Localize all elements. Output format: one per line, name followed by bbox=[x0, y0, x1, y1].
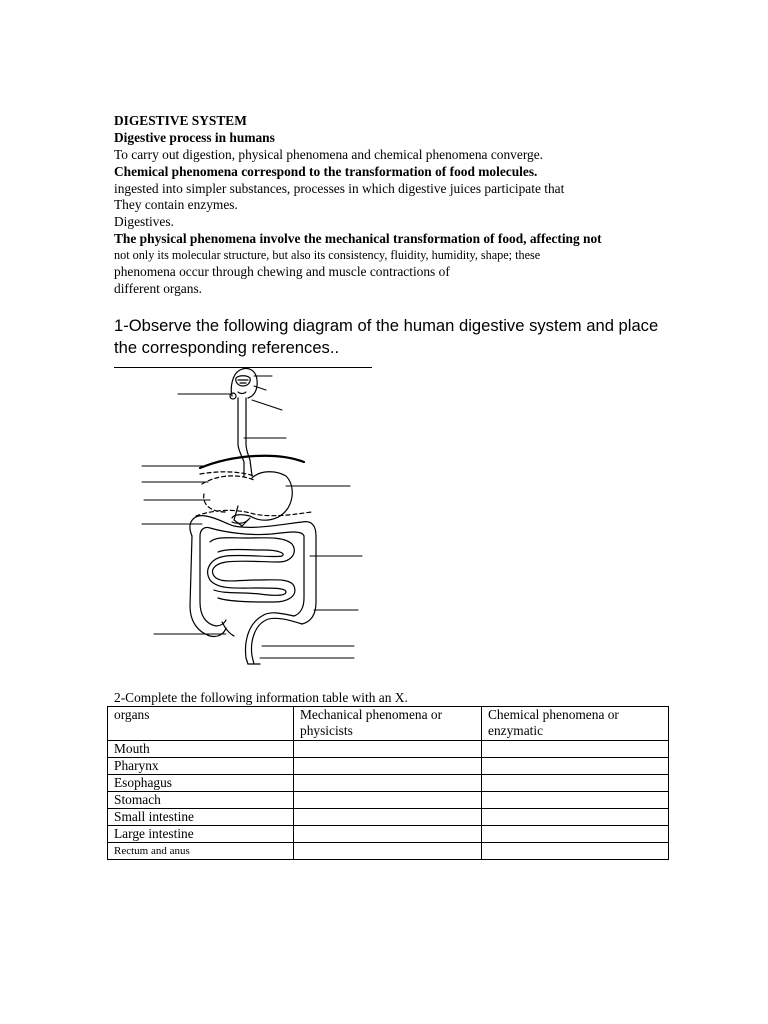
chemical-answer-cell[interactable] bbox=[482, 792, 669, 809]
mechanical-answer-cell[interactable] bbox=[294, 843, 482, 860]
mechanical-answer-cell[interactable] bbox=[294, 758, 482, 775]
mechanical-answer-cell[interactable] bbox=[294, 826, 482, 843]
table-row bbox=[108, 758, 669, 775]
mechanical-answer-cell[interactable] bbox=[294, 792, 482, 809]
liver bbox=[200, 472, 254, 512]
organ-cell: Small intestine bbox=[108, 809, 294, 826]
chemical-answer-cell[interactable] bbox=[482, 826, 669, 843]
mechanical-answer-cell[interactable] bbox=[294, 775, 482, 792]
organ-cell: Rectum and anus bbox=[108, 843, 294, 860]
chemical-answer-cell[interactable] bbox=[482, 843, 669, 860]
text-line-2: Chemical phenomena correspond to the transformation of food molecules. bbox=[114, 164, 538, 179]
mechanical-answer-cell[interactable] bbox=[294, 741, 482, 758]
chemical-answer-cell[interactable] bbox=[482, 741, 669, 758]
digestive-system-diagram bbox=[114, 366, 376, 672]
table-row bbox=[108, 792, 669, 809]
chemical-answer-cell[interactable] bbox=[482, 809, 669, 826]
table-row bbox=[108, 826, 669, 843]
header-chemical: Chemical phenomena or enzymatic bbox=[482, 707, 669, 741]
text-line-9: different organs. bbox=[114, 281, 203, 296]
organ-cell: Mouth bbox=[108, 741, 294, 758]
question-2-text: 2-Complete the following information table with an X. bbox=[114, 690, 408, 705]
table-row bbox=[108, 741, 669, 758]
table-row bbox=[108, 809, 669, 826]
header-mechanical: Mechanical phenomena or physicists bbox=[294, 707, 482, 741]
organ-cell: Pharynx bbox=[108, 758, 294, 775]
table-row bbox=[108, 775, 669, 792]
stomach bbox=[232, 472, 292, 520]
diaphragm bbox=[200, 456, 304, 468]
text-line-4: They contain enzymes. bbox=[114, 197, 238, 212]
esophagus bbox=[238, 398, 252, 476]
text-line-5: Digestives. bbox=[114, 214, 174, 229]
rectum-and-anus bbox=[246, 613, 302, 664]
organ-cell: Esophagus bbox=[108, 775, 294, 792]
text-line-6: The physical phenomena involve the mechanical transformation of food, affecting not bbox=[114, 231, 602, 246]
text-line-1: To carry out digestion, physical phenomena and chemical phenomena converge. bbox=[114, 147, 544, 162]
question-1-text: 1-Observe the following diagram of the human digestive system and place the corresponding references.. bbox=[114, 316, 659, 357]
information-table bbox=[107, 706, 669, 860]
text-line-3: ingested into simpler substances, processes in which digestive juices participate that bbox=[114, 181, 565, 196]
chemical-answer-cell[interactable] bbox=[482, 758, 669, 775]
chemical-answer-cell[interactable] bbox=[482, 775, 669, 792]
header-organs: organs bbox=[108, 707, 294, 741]
table-header-row bbox=[108, 707, 669, 741]
organ-cell: Large intestine bbox=[108, 826, 294, 843]
head-outline bbox=[230, 368, 257, 399]
document-subtitle: Digestive process in humans bbox=[114, 130, 275, 145]
table-row bbox=[108, 843, 669, 860]
text-line-7: not only its molecular structure, but also its consistency, fluidity, humidity, shape; these bbox=[114, 248, 541, 262]
text-line-8: phenomena occur through chewing and muscle contractions of bbox=[114, 264, 450, 279]
document-title: DIGESTIVE SYSTEM bbox=[114, 113, 247, 128]
mechanical-answer-cell[interactable] bbox=[294, 809, 482, 826]
large-intestine bbox=[190, 516, 316, 637]
organ-cell: Stomach bbox=[108, 792, 294, 809]
small-intestine bbox=[208, 538, 295, 602]
